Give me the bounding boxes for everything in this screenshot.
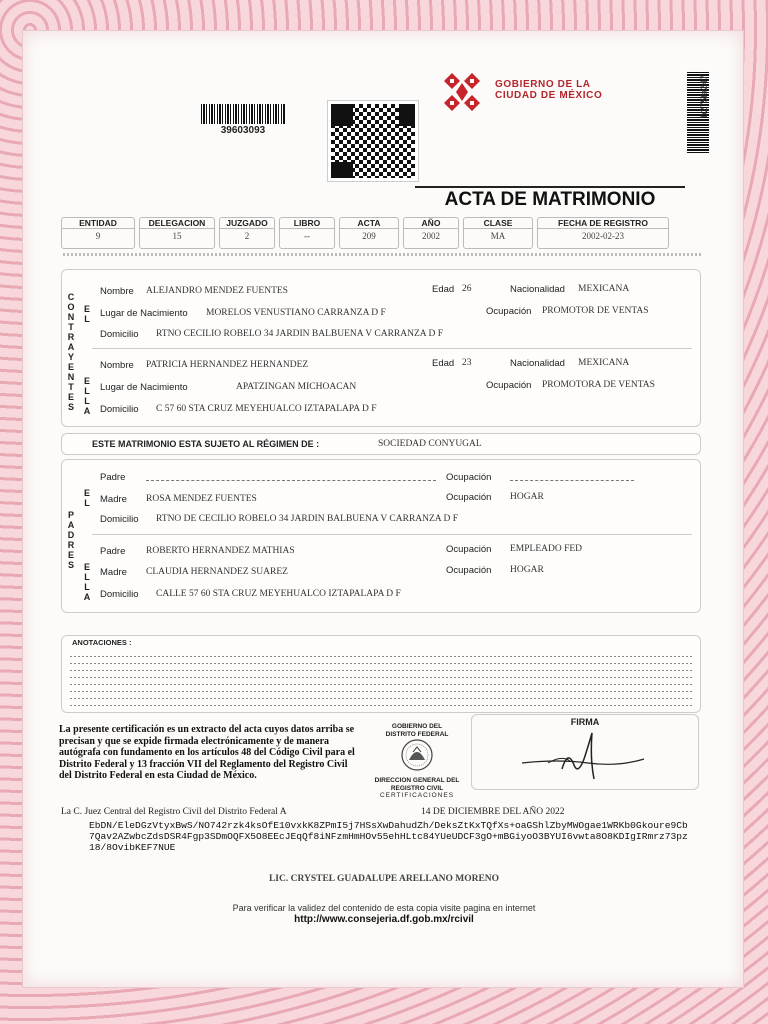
- cell-value: 209: [362, 231, 376, 241]
- cell-fecha-registro: [537, 217, 669, 249]
- padre-label: Padre: [100, 546, 126, 557]
- barcode-image: [201, 104, 285, 124]
- el-madre: ROSA MENDEZ FUENTES: [146, 494, 257, 504]
- regimen-label: ESTE MATRIMONIO ESTA SUJETO AL RÉGIMEN DE :: [92, 439, 320, 449]
- ella-ocupacion: PROMOTORA DE VENTAS: [542, 380, 655, 390]
- regimen-row: [61, 433, 701, 455]
- logo-text: [495, 79, 602, 101]
- registry-header-cells: [61, 217, 701, 249]
- ocupacion-label: Ocupación: [446, 472, 492, 483]
- verification-url[interactable]: http://www.consejeria.df.gob.mx/rcivil: [294, 914, 474, 925]
- logo-line-2: CIUDAD DE MÉXICO: [495, 90, 603, 101]
- ella-madre: CLAUDIA HERNANDEZ SUAREZ: [146, 567, 288, 577]
- handwritten-signature-icon: [518, 729, 648, 785]
- barcode: [198, 104, 288, 136]
- el-nombre: ALEJANDRO MENDEZ FUENTES: [146, 286, 288, 296]
- cell-value: 2: [244, 231, 250, 241]
- ella-madre-ocupacion: HOGAR: [510, 565, 544, 575]
- ella-lugar: APATZINGAN MICHOACAN: [236, 382, 357, 392]
- ella-domicilio: C 57 60 STA CRUZ MEYEHUALCO IZTAPALAPA D F: [156, 404, 377, 414]
- firma-label: FIRMA: [570, 717, 600, 727]
- cell-label: ENTIDAD: [62, 218, 134, 229]
- cell-delegacion: [139, 217, 215, 249]
- padre-blank-line: [146, 480, 436, 481]
- ella-label: ELLA: [83, 376, 91, 416]
- marriage-certificate: [22, 30, 744, 988]
- cell-value: 2002: [422, 231, 440, 241]
- el-domicilio-padres: RTNO DE CECILIO ROBELO 34 JARDIN BALBUENA V CARRANZA D F: [156, 514, 459, 524]
- document-title: ACTA DE MATRIMONIO: [415, 186, 685, 211]
- seal-bottom-line-1: DIRECCION GENERAL DEL: [374, 777, 460, 784]
- ella-label: ELLA: [83, 562, 91, 602]
- qr-code: [328, 101, 418, 181]
- side-code: b275fa247: [699, 75, 709, 118]
- nombre-label: Nombre: [100, 360, 134, 371]
- cell-label: DELEGACION: [140, 218, 214, 229]
- edad-label: Edad: [432, 358, 455, 369]
- cell-label: LIBRO: [280, 218, 334, 229]
- el-label: EL: [83, 304, 90, 324]
- padre-label: Padre: [100, 472, 126, 483]
- microtext-line: [63, 253, 703, 256]
- el-label: EL: [83, 488, 90, 508]
- electronic-signature-hash: EbDN/EleDGzVtyxBwS/NO742rzk4ksOfE10vxkK8ZPmI5j7HSsXwDahudZh/DeksZtKxTQfXs+oaGShlZbyMWOgae1WRKb0Gkoure9Cb7Qav2AZwbcZdsDSR4Fgp3SDmOQFX5O8EEcJEqQf8iNFzmHmHOv55ehHLtc84YUeUDCF3gO+mBGiyoO3BYUI6vwta8O8KDIgIRmrz73pz18/8OvibKEF7NUE: [89, 820, 688, 853]
- lugar-label: Lugar de Nacimiento: [100, 382, 188, 393]
- seal-bottom-line-2: REGISTRO CIVIL: [390, 784, 444, 792]
- certification-text: La presente certificación es un extracto del acta cuyos datos arriba se precisan y que se expide firmada electrónicamente y de manera autógrafa con fundamento en los artículos 48 del Código Civil para el Distrito Federal y 13 fracción VII del Reglamento del Registro Civil del Distrito Federal en esta Ciudad de México.: [59, 724, 355, 781]
- cell-entidad: [61, 217, 135, 249]
- cell-anio: [403, 217, 459, 249]
- ella-padre: ROBERTO HERNANDEZ MATHIAS: [146, 546, 295, 556]
- ella-edad: 23: [462, 358, 472, 368]
- juez-line: La C. Juez Central del Registro Civil del Distrito Federal A: [61, 807, 287, 817]
- logo-line-1: GOBIERNO DE LA: [495, 79, 591, 90]
- cell-juzgado: [219, 217, 275, 249]
- cell-acta: [339, 217, 399, 249]
- cdmx-logo-icon: [438, 71, 486, 113]
- ocupacion-label: Ocupación: [446, 492, 492, 503]
- cell-clase: [463, 217, 533, 249]
- domicilio-label: Domicilio: [100, 404, 139, 415]
- contrayentes-section: [61, 269, 701, 427]
- barcode-number: 39603093: [220, 125, 266, 136]
- el-ocupacion: PROMOTOR DE VENTAS: [542, 306, 649, 316]
- cell-label: FECHA DE REGISTRO: [538, 218, 668, 229]
- domicilio-label: Domicilio: [100, 329, 139, 340]
- el-nacionalidad: MEXICANA: [578, 284, 630, 294]
- nombre-label: Nombre: [100, 286, 134, 297]
- lugar-label: Lugar de Nacimiento: [100, 308, 188, 319]
- ella-padre-ocupacion: EMPLEADO FED: [510, 544, 583, 554]
- padres-section: [61, 459, 701, 613]
- edad-label: Edad: [432, 284, 455, 295]
- coat-of-arms-icon: [367, 738, 467, 772]
- issue-date: 14 DE DICIEMBRE DEL AÑO 2022: [421, 807, 565, 817]
- seal-bottom-line-3: CERTIFICACIONES: [379, 792, 455, 799]
- verification-text: Para verificar la validez del contenido de esta copia visite pagina en internet: [232, 903, 536, 913]
- ocupacion-label: Ocupación: [446, 544, 492, 555]
- cell-label: ACTA: [340, 218, 398, 229]
- seal-top-line-1: GOBIERNO DEL: [391, 723, 443, 730]
- cell-value: 9: [95, 231, 101, 241]
- padres-label: PADRES: [67, 510, 75, 570]
- contrayentes-label: CONTRAYENTES: [67, 292, 75, 412]
- el-domicilio: RTNO CECILIO ROBELO 34 JARDIN BALBUENA V CARRANZA D F: [156, 329, 443, 339]
- el-madre-ocupacion: HOGAR: [510, 492, 544, 502]
- verification-note: [23, 903, 745, 925]
- el-lugar: MORELOS VENUSTIANO CARRANZA D F: [206, 308, 386, 318]
- cell-libro: [279, 217, 335, 249]
- anotaciones-label: ANOTACIONES :: [72, 638, 132, 647]
- madre-label: Madre: [100, 567, 127, 578]
- ella-domicilio-padres: CALLE 57 60 STA CRUZ MEYEHUALCO IZTAPALAPA D F: [156, 589, 401, 599]
- seal-top-line-2: DISTRITO FEDERAL: [385, 730, 449, 738]
- cell-label: AÑO: [404, 218, 458, 229]
- cell-value: MA: [490, 231, 506, 241]
- regimen-value: SOCIEDAD CONYUGAL: [378, 439, 482, 449]
- divider: [92, 348, 692, 349]
- anotaciones-section: [61, 635, 701, 713]
- cell-label: JUZGADO: [220, 218, 274, 229]
- ella-nacionalidad: MEXICANA: [578, 358, 630, 368]
- madre-label: Madre: [100, 494, 127, 505]
- ocupacion-label: Ocupación: [486, 380, 532, 391]
- cell-value: 15: [172, 231, 182, 241]
- cell-label: CLASE: [464, 218, 532, 229]
- divider: [92, 534, 692, 535]
- official-name: LIC. CRYSTEL GUADALUPE ARELLANO MORENO: [268, 874, 500, 884]
- nacionalidad-label: Nacionalidad: [510, 284, 565, 295]
- ella-nombre: PATRICIA HERNANDEZ HERNANDEZ: [146, 360, 309, 370]
- signature-box: [471, 714, 699, 790]
- ocupacion-blank-line: [510, 480, 634, 481]
- domicilio-label: Domicilio: [100, 589, 139, 600]
- ocupacion-label: Ocupación: [446, 565, 492, 576]
- anotaciones-lines: [70, 650, 692, 708]
- el-edad: 26: [462, 284, 472, 294]
- domicilio-label: Domicilio: [100, 514, 139, 525]
- registry-seal: [367, 723, 467, 800]
- nacionalidad-label: Nacionalidad: [510, 358, 565, 369]
- ocupacion-label: Ocupación: [486, 306, 532, 317]
- cell-value: 2002-02-23: [582, 231, 624, 241]
- cell-value: --: [304, 231, 310, 241]
